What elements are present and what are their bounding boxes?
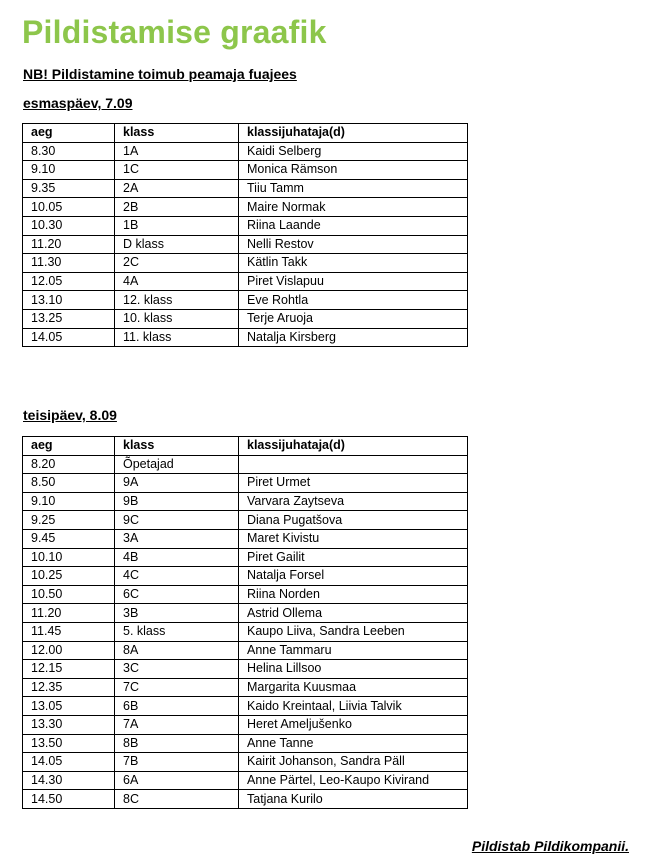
column-header-teacher: klassijuhataja(d) <box>239 437 468 456</box>
table-row <box>23 678 468 697</box>
cell-teacher: Kairit Johanson, Sandra Päll <box>239 753 468 772</box>
column-header-time: aeg <box>23 437 115 456</box>
day-heading-monday: esmaspäev, 7.09 <box>23 95 133 111</box>
cell-time: 10.05 <box>23 198 115 217</box>
table-row <box>23 179 468 198</box>
cell-class: 2B <box>115 198 239 217</box>
cell-teacher: Nelli Restov <box>239 235 468 254</box>
cell-class: 7A <box>115 715 239 734</box>
cell-time: 11.30 <box>23 254 115 273</box>
cell-class: 6B <box>115 697 239 716</box>
column-header-class: klass <box>115 437 239 456</box>
cell-class: 1C <box>115 161 239 180</box>
table-row <box>23 622 468 641</box>
cell-teacher: Diana Pugatšova <box>239 511 468 530</box>
cell-class: 8A <box>115 641 239 660</box>
table-row <box>23 715 468 734</box>
cell-time: 9.45 <box>23 529 115 548</box>
table-row <box>23 660 468 679</box>
cell-teacher: Natalja Kirsberg <box>239 328 468 347</box>
cell-class: 1A <box>115 142 239 161</box>
table-row <box>23 309 468 328</box>
cell-class: 7C <box>115 678 239 697</box>
table-row <box>23 697 468 716</box>
cell-time: 11.45 <box>23 622 115 641</box>
table-row <box>23 328 468 347</box>
table-row <box>23 790 468 809</box>
table-row <box>23 567 468 586</box>
cell-teacher: Natalja Forsel <box>239 567 468 586</box>
cell-teacher <box>239 455 468 474</box>
cell-teacher: Kaidi Selberg <box>239 142 468 161</box>
cell-class: 9C <box>115 511 239 530</box>
table-row <box>23 771 468 790</box>
cell-teacher: Monica Rämson <box>239 161 468 180</box>
table-row <box>23 254 468 273</box>
cell-time: 13.10 <box>23 291 115 310</box>
cell-time: 10.30 <box>23 216 115 235</box>
cell-teacher: Piret Gailit <box>239 548 468 567</box>
cell-class: 9A <box>115 474 239 493</box>
table-row <box>23 455 468 474</box>
cell-teacher: Tiiu Tamm <box>239 179 468 198</box>
cell-teacher: Anne Pärtel, Leo-Kaupo Kivirand <box>239 771 468 790</box>
cell-time: 8.30 <box>23 142 115 161</box>
cell-teacher: Helina Lillsoo <box>239 660 468 679</box>
cell-time: 14.50 <box>23 790 115 809</box>
cell-time: 13.50 <box>23 734 115 753</box>
cell-time: 10.10 <box>23 548 115 567</box>
cell-time: 12.05 <box>23 272 115 291</box>
cell-class: 3C <box>115 660 239 679</box>
cell-time: 14.05 <box>23 328 115 347</box>
cell-time: 9.10 <box>23 161 115 180</box>
table-row <box>23 604 468 623</box>
table-row <box>23 474 468 493</box>
cell-class: 4B <box>115 548 239 567</box>
cell-class: 9B <box>115 492 239 511</box>
cell-time: 14.30 <box>23 771 115 790</box>
cell-time: 8.20 <box>23 455 115 474</box>
cell-time: 8.50 <box>23 474 115 493</box>
cell-time: 9.25 <box>23 511 115 530</box>
cell-class: 8C <box>115 790 239 809</box>
cell-class: 5. klass <box>115 622 239 641</box>
cell-class: 7B <box>115 753 239 772</box>
cell-teacher: Kaido Kreintaal, Liivia Talvik <box>239 697 468 716</box>
cell-class: 10. klass <box>115 309 239 328</box>
table-header-row <box>23 437 468 456</box>
cell-teacher: Piret Vislapuu <box>239 272 468 291</box>
cell-time: 12.00 <box>23 641 115 660</box>
location-notice: NB! Pildistamine toimub peamaja fuajees <box>23 66 297 82</box>
column-header-teacher: klassijuhataja(d) <box>239 124 468 143</box>
cell-time: 13.25 <box>23 309 115 328</box>
cell-class: 6A <box>115 771 239 790</box>
cell-teacher: Eve Rohtla <box>239 291 468 310</box>
cell-teacher: Varvara Zaytseva <box>239 492 468 511</box>
cell-class: 2A <box>115 179 239 198</box>
cell-time: 10.50 <box>23 585 115 604</box>
table-row <box>23 511 468 530</box>
cell-class: 4A <box>115 272 239 291</box>
day-heading-tuesday: teisipäev, 8.09 <box>23 407 117 423</box>
cell-teacher: Riina Laande <box>239 216 468 235</box>
table-row <box>23 641 468 660</box>
column-header-class: klass <box>115 124 239 143</box>
cell-teacher: Anne Tanne <box>239 734 468 753</box>
cell-class: 11. klass <box>115 328 239 347</box>
cell-teacher: Terje Aruoja <box>239 309 468 328</box>
cell-class: 8B <box>115 734 239 753</box>
photographer-credit: Pildistab Pildikompanii. <box>471 838 629 854</box>
cell-time: 12.35 <box>23 678 115 697</box>
cell-time: 9.35 <box>23 179 115 198</box>
cell-teacher: Piret Urmet <box>239 474 468 493</box>
cell-teacher: Heret Ameljušenko <box>239 715 468 734</box>
cell-class: D klass <box>115 235 239 254</box>
cell-teacher: Astrid Ollema <box>239 604 468 623</box>
cell-teacher: Maire Normak <box>239 198 468 217</box>
table-row <box>23 161 468 180</box>
cell-time: 13.05 <box>23 697 115 716</box>
table-row <box>23 529 468 548</box>
cell-class: 3B <box>115 604 239 623</box>
cell-class: 4C <box>115 567 239 586</box>
cell-class: 12. klass <box>115 291 239 310</box>
table-row <box>23 548 468 567</box>
table-row <box>23 753 468 772</box>
cell-teacher: Kätlin Takk <box>239 254 468 273</box>
cell-teacher: Kaupo Liiva, Sandra Leeben <box>239 622 468 641</box>
cell-class: 6C <box>115 585 239 604</box>
cell-class: 1B <box>115 216 239 235</box>
cell-teacher: Maret Kivistu <box>239 529 468 548</box>
cell-teacher: Tatjana Kurilo <box>239 790 468 809</box>
table-row <box>23 272 468 291</box>
table-row <box>23 492 468 511</box>
table-row <box>23 198 468 217</box>
cell-time: 13.30 <box>23 715 115 734</box>
table-row <box>23 585 468 604</box>
cell-class: 2C <box>115 254 239 273</box>
cell-time: 9.10 <box>23 492 115 511</box>
cell-time: 11.20 <box>23 235 115 254</box>
table-row <box>23 216 468 235</box>
schedule-table-tuesday <box>22 436 468 809</box>
cell-class: Õpetajad <box>115 455 239 474</box>
cell-teacher: Margarita Kuusmaa <box>239 678 468 697</box>
cell-class: 3A <box>115 529 239 548</box>
table-row <box>23 235 468 254</box>
cell-time: 10.25 <box>23 567 115 586</box>
cell-time: 11.20 <box>23 604 115 623</box>
cell-time: 14.05 <box>23 753 115 772</box>
cell-teacher: Anne Tammaru <box>239 641 468 660</box>
table-row <box>23 291 468 310</box>
cell-time: 12.15 <box>23 660 115 679</box>
cell-teacher: Riina Norden <box>239 585 468 604</box>
table-row <box>23 734 468 753</box>
column-header-time: aeg <box>23 124 115 143</box>
schedule-table-monday <box>22 123 468 347</box>
table-header-row <box>23 124 468 143</box>
page-title: Pildistamise graafik <box>22 14 327 50</box>
table-row <box>23 142 468 161</box>
